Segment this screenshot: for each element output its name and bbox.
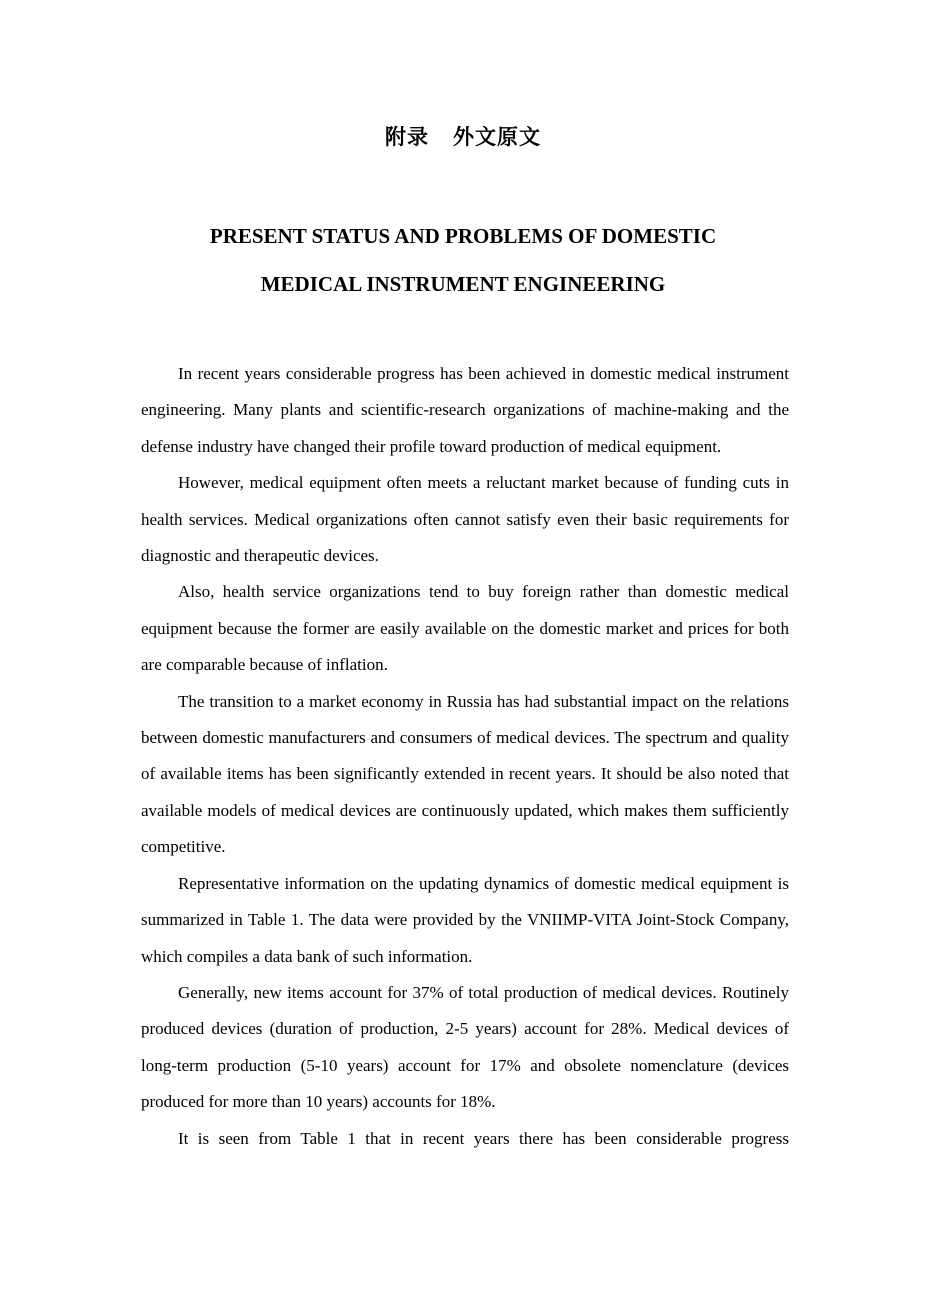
paragraph-6: Generally, new items account for 37% of total production of medical devices. Routinely produced devices (duration of production, 2-5 years) account for 28%. Medical devices of long-term production (5-10 years) account for 17% and obsolete nomenclature (devices produced for more than 10 years) accounts for 18%. xyxy=(141,982,789,1112)
paragraph-7: It is seen from Table 1 that in recent years there has been considerable progress xyxy=(178,1128,789,1148)
paragraph-1: In recent years considerable progress has been achieved in domestic medical instrument engineering. Many plants and scientific-research organizations of machine-making and the defense industry have changed their profile toward production of medical equipment. xyxy=(141,364,789,456)
paragraph-4: The transition to a market economy in Russia has had substantial impact on the relations between domestic manufacturers and consumers of medical devices. The spectrum and quality of available items has been significantly extended in recent years. It should be also noted that available models of medical devices are continuously updated, which makes them sufficiently competitive. xyxy=(141,691,789,857)
appendix-heading xyxy=(0,121,926,153)
paragraph-3: Also, health service organizations tend to buy foreign rather than domestic medical equipment because the former are easily available on the domestic market and prices for both are comparable because of inflation. xyxy=(141,582,789,675)
appendix-label: 附录 xyxy=(385,125,429,149)
paragraph-2: However, medical equipment often meets a reluctant market because of funding cuts in health services. Medical organizations often cannot satisfy even their basic requirements for diagnostic and therapeutic devices. xyxy=(141,473,789,566)
paragraph-5: Representative information on the updating dynamics of domestic medical equipment is summarized in Table 1. The data were provided by the VNIIMP-VITA Joint-Stock Company, which compiles a data bank of such information. xyxy=(141,873,789,966)
body-text xyxy=(141,356,789,1157)
document-title-line-1: PRESENT STATUS AND PROBLEMS OF DOMESTIC xyxy=(209,224,717,248)
document-title-line-2: MEDICAL INSTRUMENT ENGINEERING xyxy=(260,272,666,296)
appendix-subtitle: 外文原文 xyxy=(453,125,541,149)
